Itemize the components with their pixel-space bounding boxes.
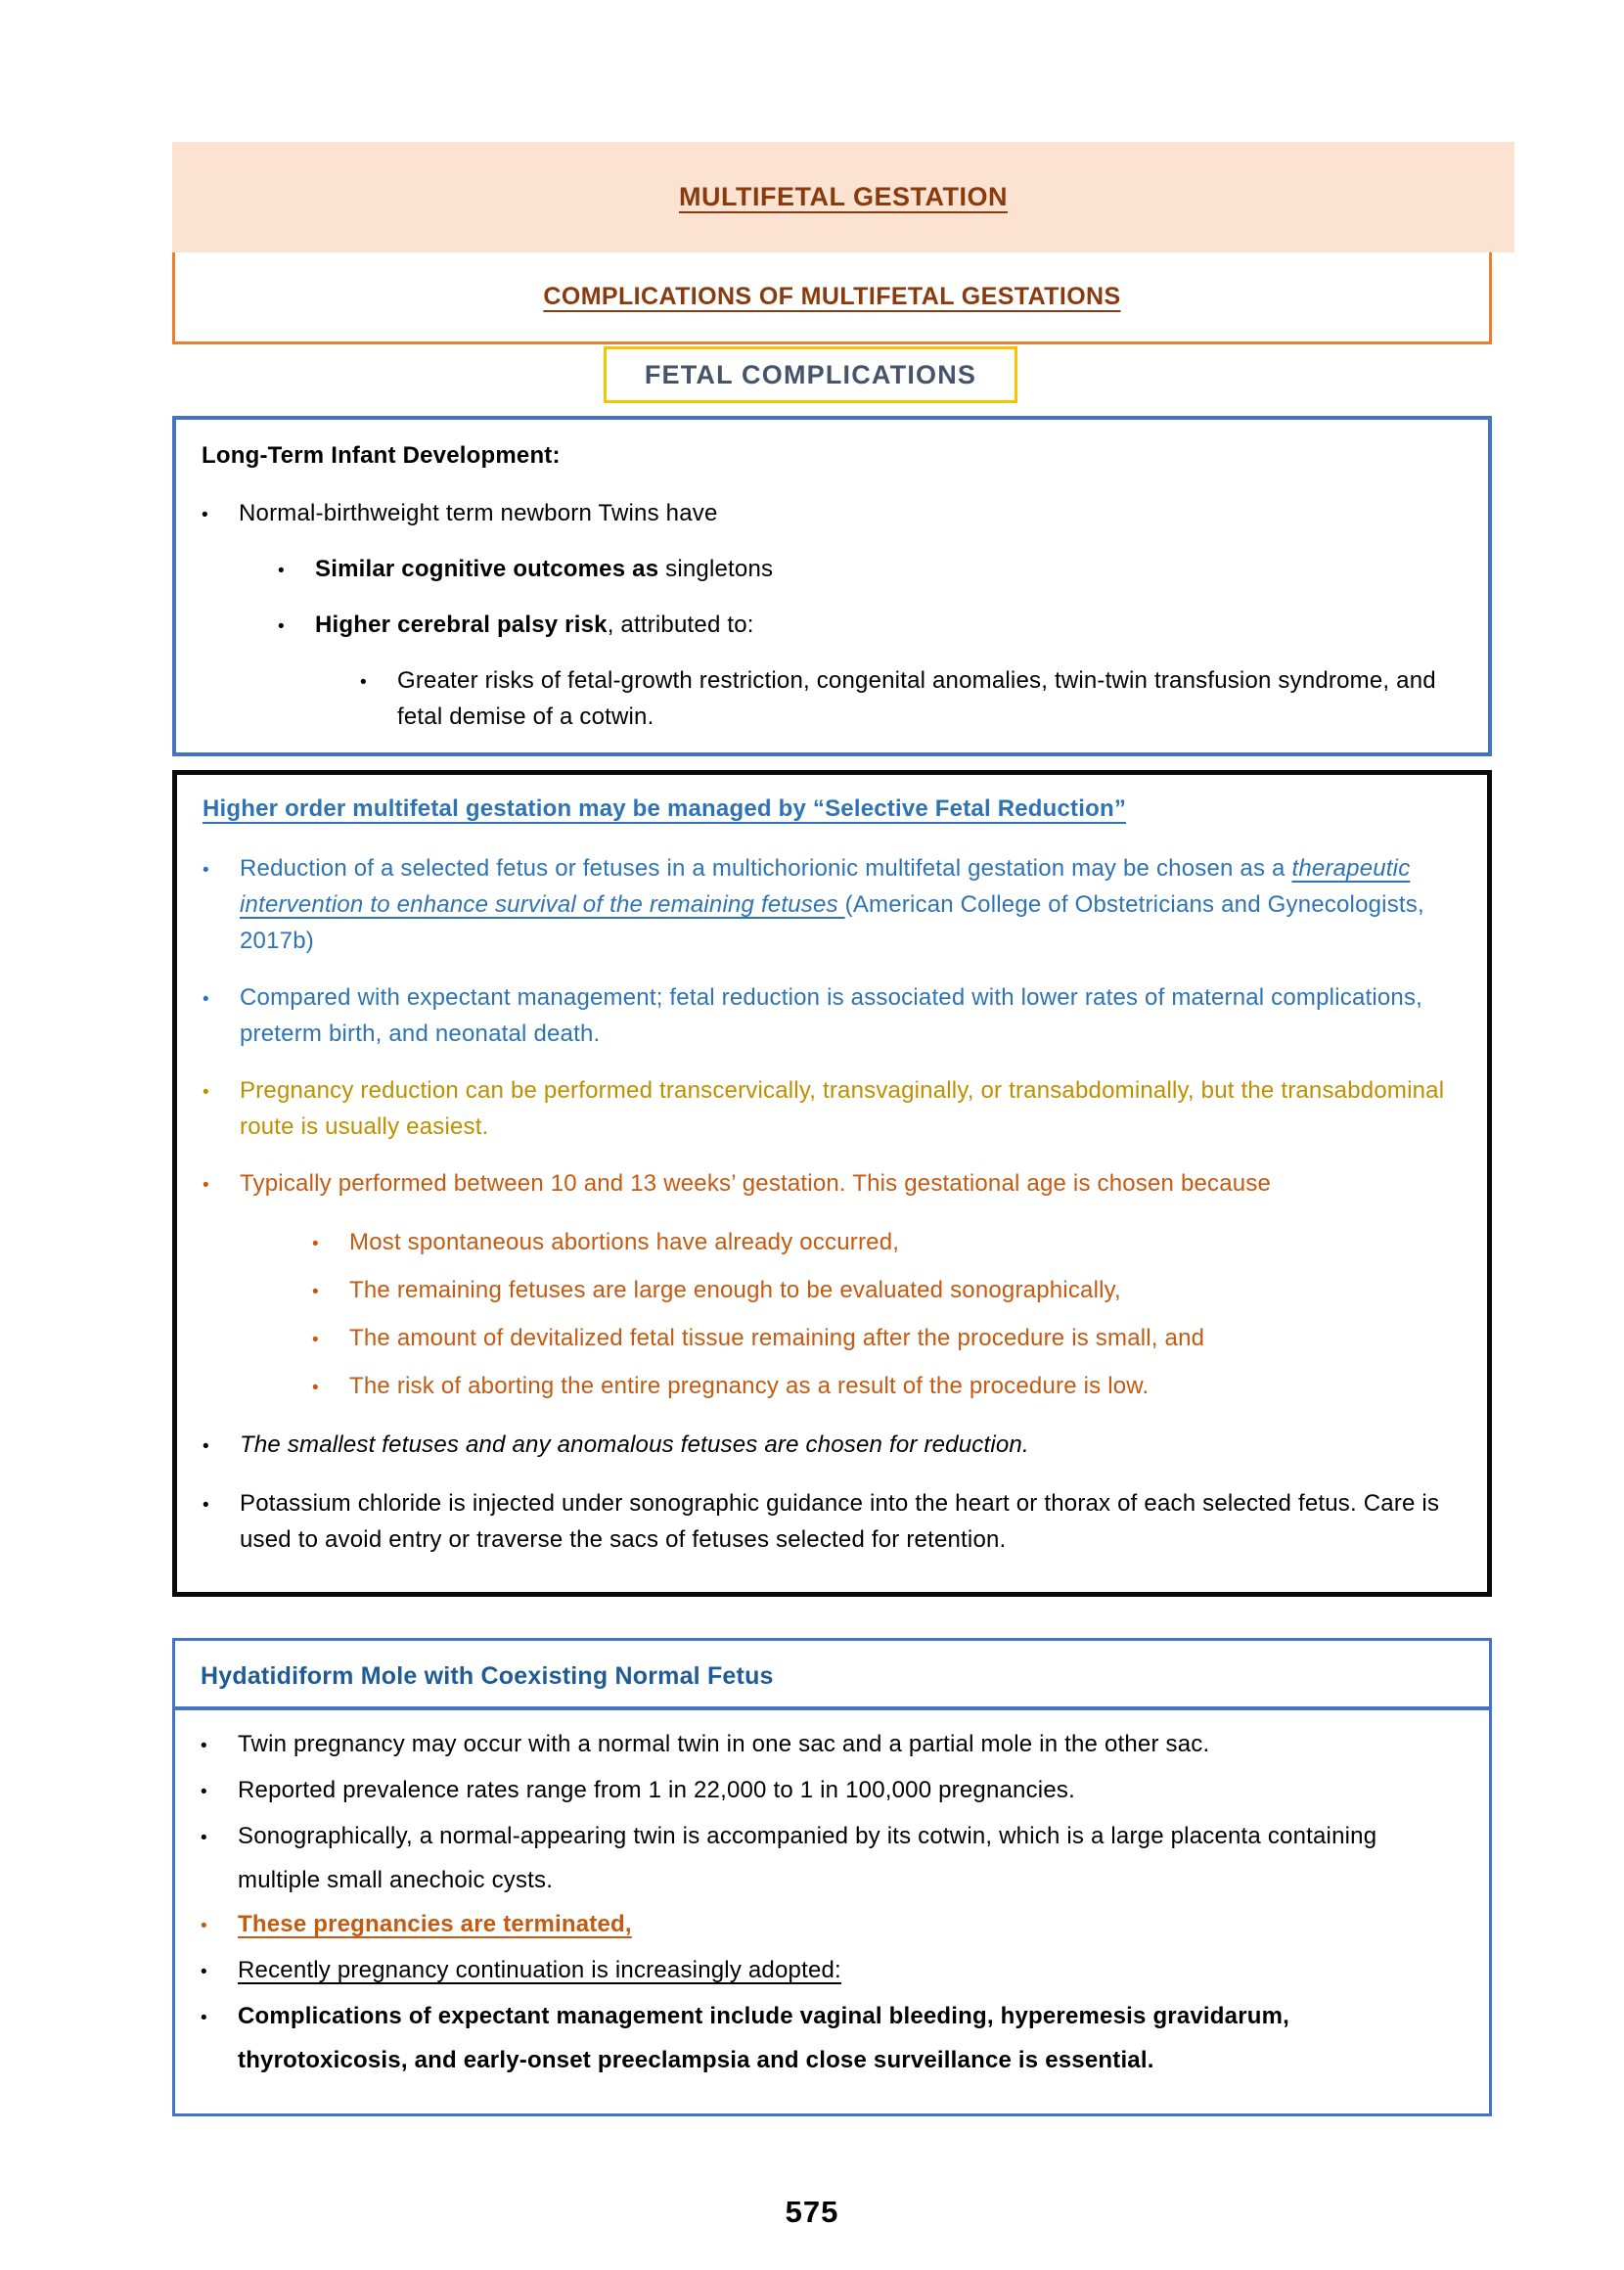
- plain-segment: , attributed to:: [607, 612, 754, 638]
- subsection-title: FETAL COMPLICATIONS: [644, 359, 977, 389]
- bullet-dot: •: [278, 616, 285, 637]
- list-item-text: Most spontaneous abortions have already occurred,: [349, 1229, 900, 1255]
- main-title-banner: [172, 142, 1514, 252]
- list-item-text: [315, 551, 773, 587]
- bullet-dot: •: [202, 505, 208, 525]
- list-item-text: Twin pregnancy may occur with a normal twin in one sac and a partial mole in the other sac.: [238, 1731, 1210, 1757]
- subsection-title-banner: [604, 346, 1017, 403]
- list-item: [360, 662, 1463, 735]
- bullet-dot: •: [278, 561, 285, 581]
- selective-fetal-reduction-heading: Higher order multifetal gestation may be managed by “Selective Fetal Reduction”: [203, 795, 1127, 822]
- list-item: [201, 1948, 1464, 1994]
- bold-segment: Complications of expectant management include vaginal bleeding, hyperemesis gravidarum, thyrotoxicosis, and early-onset preeclampsia and close surveillance is essential.: [238, 2003, 1290, 2073]
- list-item-text: The remaining fetuses are large enough to be evaluated sonographically,: [349, 1277, 1121, 1303]
- underlined-segment: Recently pregnancy continuation is increasingly adopted:: [238, 1957, 841, 1983]
- list-item: [203, 850, 1462, 959]
- bullet-dot: •: [312, 1282, 319, 1302]
- list-item-text: Typically performed between 10 and 13 weeks’ gestation. This gestational age is chosen because: [240, 1170, 1272, 1197]
- list-item-text: Sonographically, a normal-appearing twin is accompanied by its cotwin, which is a large placenta containing multiple small anechoic cysts.: [238, 1823, 1377, 1893]
- bullet-dot: •: [203, 860, 209, 881]
- list-item: [203, 979, 1462, 1052]
- bullet-dot: •: [201, 1916, 207, 1936]
- long-term-development-box: [172, 416, 1492, 756]
- list-item-text: [315, 607, 754, 643]
- main-title: MULTIFETAL GESTATION: [679, 182, 1008, 211]
- list-item: [278, 551, 1463, 589]
- section-title: COMPLICATIONS OF MULTIFETAL GESTATIONS: [543, 283, 1121, 310]
- list-item: [201, 1902, 1464, 1948]
- list-item-text: Reported prevalence rates range from 1 in 22,000 to 1 in 100,000 pregnancies.: [238, 1777, 1075, 1803]
- plain-segment: singletons: [658, 556, 774, 582]
- bullet-dot: •: [201, 2008, 207, 2028]
- list-item: [312, 1272, 1462, 1310]
- list-item: [312, 1224, 1462, 1262]
- italic-segment: The smallest fetuses and any anomalous fetuses are chosen for reduction.: [240, 1431, 1029, 1458]
- bullet-dot: •: [312, 1378, 319, 1398]
- list-item-text: Compared with expectant management; fetal reduction is associated with lower rates of maternal complications, preterm birth, and neonatal death.: [240, 984, 1423, 1047]
- list-item: [201, 1768, 1464, 1814]
- bullet-dot: •: [203, 989, 209, 1010]
- list-item: [202, 495, 1463, 533]
- bullet-dot: •: [360, 672, 367, 693]
- bold-underlined-segment: These pregnancies are terminated,: [238, 1911, 632, 1937]
- selective-fetal-reduction-box: [172, 770, 1492, 1597]
- bullet-dot: •: [201, 1828, 207, 1848]
- plain-segment: Reduction of a selected fetus or fetuses in a multichorionic multifetal gestation may be chosen as a: [240, 855, 1292, 882]
- hydatidiform-mole-box: [172, 1638, 1492, 2116]
- list-item: [203, 1427, 1462, 1465]
- bold-segment: Similar cognitive outcomes as: [315, 556, 659, 582]
- list-item: [312, 1368, 1462, 1406]
- bullet-dot: •: [203, 1082, 209, 1103]
- list-item: [203, 1072, 1462, 1145]
- long-term-development-heading: Long-Term Infant Development:: [202, 442, 561, 469]
- bullet-dot: •: [201, 1782, 207, 1802]
- list-item: [312, 1320, 1462, 1358]
- list-item-text: [240, 850, 1462, 959]
- bullet-dot: •: [203, 1495, 209, 1516]
- bullet-dot: •: [312, 1330, 319, 1350]
- list-item-text: Greater risks of fetal-growth restriction, congenital anomalies, twin-twin transfusion syndrome, and fetal demise of a cotwin.: [397, 667, 1436, 730]
- list-item: [201, 1814, 1464, 1902]
- bullet-dot: •: [203, 1436, 209, 1457]
- list-item-text: The risk of aborting the entire pregnancy as a result of the procedure is low.: [349, 1373, 1150, 1399]
- hydatidiform-mole-body: [175, 1710, 1489, 2102]
- bullet-dot: •: [312, 1234, 319, 1254]
- section-title-banner: [172, 252, 1492, 344]
- list-item-text: Potassium chloride is injected under sonographic guidance into the heart or thorax of each selected fetus. Care is used to avoid entry or traverse the sacs of fetuses selected for retention.: [240, 1490, 1440, 1553]
- bullet-dot: •: [203, 1175, 209, 1196]
- bullet-dot: •: [201, 1736, 207, 1756]
- bold-segment: Higher cerebral palsy risk: [315, 612, 608, 638]
- list-item: [201, 1722, 1464, 1768]
- list-item-text: Pregnancy reduction can be performed transcervically, transvaginally, or transabdominally, but the transabdominal route is usually easiest.: [240, 1077, 1445, 1140]
- list-item-text: The amount of devitalized fetal tissue remaining after the procedure is small, and: [349, 1325, 1205, 1351]
- list-item: [201, 1994, 1464, 2082]
- hydatidiform-mole-heading: Hydatidiform Mole with Coexisting Normal Fetus: [201, 1662, 774, 1690]
- page-number: 575: [785, 2195, 839, 2229]
- italic-underlined-segment: therapeutic intervention to enhance survival of the remaining fetuses: [240, 855, 1411, 918]
- list-item-text: Normal-birthweight term newborn Twins have: [239, 500, 718, 526]
- list-item: [203, 1485, 1462, 1558]
- list-item: [278, 607, 1463, 645]
- plain-segment: (American College of Obstetricians and Gynecologists, 2017b): [240, 891, 1424, 954]
- list-item: [203, 1165, 1462, 1203]
- bullet-dot: •: [201, 1962, 207, 1982]
